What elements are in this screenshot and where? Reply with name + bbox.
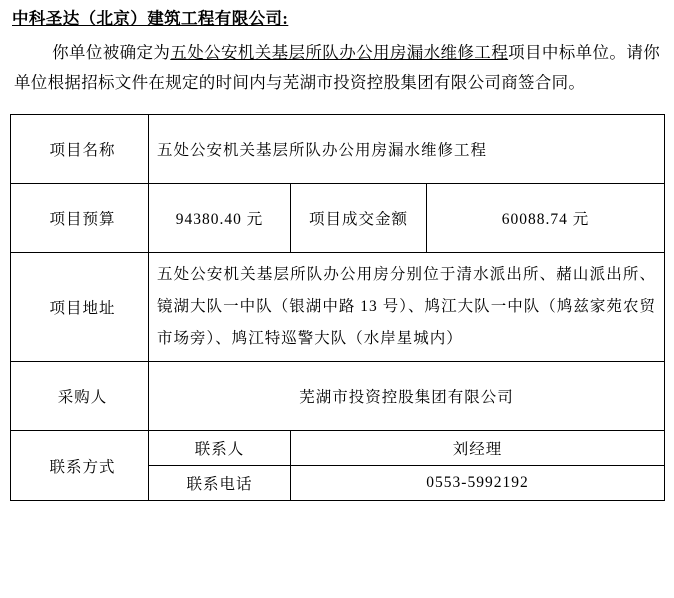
table-row-contact [11,431,665,466]
deal-amount-value: 60088.74 元 [427,184,665,253]
deal-amount-label: 项目成交金额 [291,184,427,253]
table-row-project-name [11,115,665,184]
contact-person-label: 联系人 [149,431,291,466]
paragraph-underlined-project: 五处公安机关基层所队办公用房漏水维修工程 [170,43,509,62]
contact-phone-value: 0553-5992192 [291,466,665,501]
address-value: 五处公安机关基层所队办公用房分别位于清水派出所、赭山派出所、镜湖大队一中队（银湖中路 13 号）、鸠江大队一中队（鸠兹家苑农贸市场旁）、鸠江特巡警大队（水岸星城内） [149,253,665,362]
paragraph-tail: 项目中标单位。请你单位根据招标文件在规定的时间内与芜湖市投资控股集团有限公司商签合同。 [14,43,661,92]
project-name-value: 五处公安机关基层所队办公用房漏水维修工程 [149,115,665,184]
budget-label: 项目预算 [11,184,149,253]
table-row-address [11,253,665,362]
table-row-budget [11,184,665,253]
contact-label: 联系方式 [11,431,149,501]
project-name-label: 项目名称 [11,115,149,184]
contact-person-value: 刘经理 [291,431,665,466]
table-row-purchaser [11,362,665,431]
budget-value: 94380.40 元 [149,184,291,253]
contact-phone-label: 联系电话 [149,466,291,501]
purchaser-value: 芜湖市投资控股集团有限公司 [149,362,665,431]
recipient-line: 中科圣达（北京）建筑工程有限公司: [12,9,289,28]
address-label: 项目地址 [11,253,149,362]
info-table [10,114,665,501]
paragraph-lead: 你单位被确定为 [52,43,171,62]
purchaser-label: 采购人 [11,362,149,431]
body-paragraph [10,38,664,98]
